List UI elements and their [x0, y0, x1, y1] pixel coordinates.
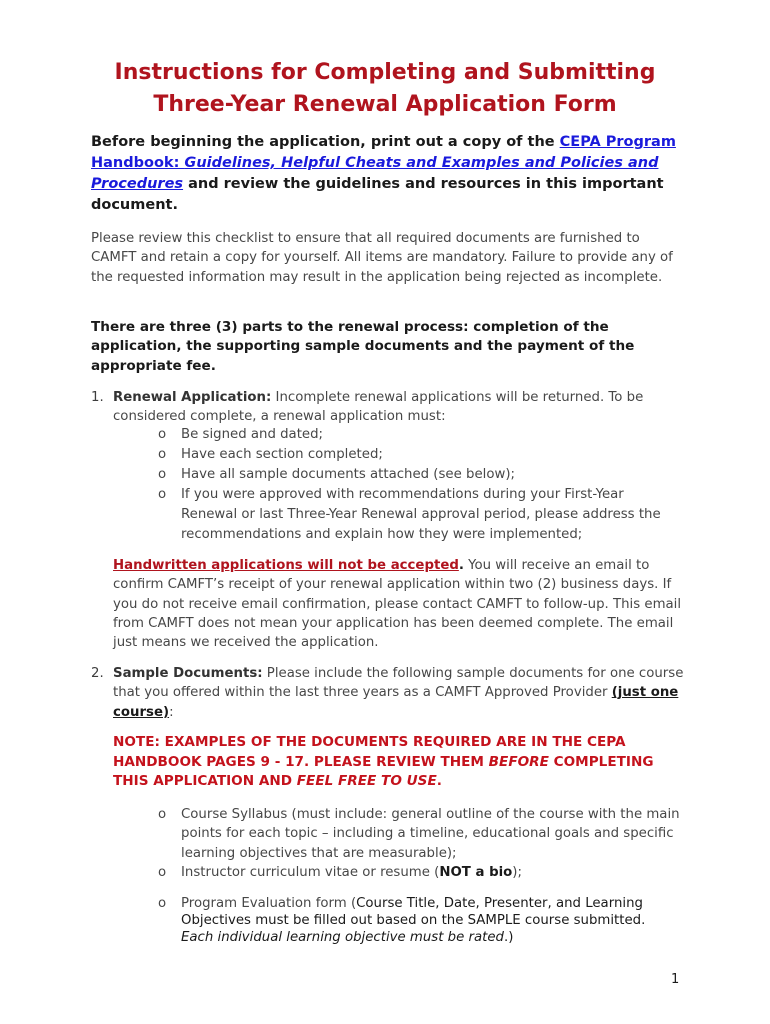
section-2-text: Please include the following sample documents for one course that you offered within the last three years as a CAMFT Approved Provider [113, 666, 684, 701]
bullet-text: Be signed and dated; [181, 427, 324, 442]
note-part-1: NOTE: EXAMPLES OF THE DOCUMENTS REQUIRED ARE IN THE CEPA HANDBOOK PAGES 9 - 17. PLEASE REVIEW THEM [113, 734, 626, 770]
section-1-intro [113, 388, 685, 427]
handwritten-warning: Handwritten applications will not be accepted [113, 558, 459, 573]
syllabus-bullet-text: Course Syllabus (must include: general outline of the course with the main points for each topic – including a timeline, educational goals and specific learning objectives that are measurable); [181, 807, 680, 861]
intro-after-text: and review the guidelines and resources in this important document. [91, 176, 664, 213]
intro-before-text: Before beginning the application, print out a copy of the [91, 134, 560, 150]
note-end: . [436, 773, 442, 789]
list-item [158, 485, 678, 544]
section-2-number: 2. [91, 666, 104, 681]
evaluation-bullet-text [181, 895, 678, 946]
bullet-marker: o [158, 427, 167, 442]
bullet-marker: o [158, 487, 167, 502]
list-item [158, 445, 678, 465]
list-item [158, 895, 678, 946]
bullet-text: Have all sample documents attached (see below); [181, 467, 516, 482]
bullet-marker: o [158, 896, 167, 911]
note-part-2: COMPLETING THIS APPLICATION AND [113, 753, 654, 789]
handwritten-rest: You will receive an email to confirm CAMFT’s receipt of your renewal application within two (2) business days. If you do not receive email confirmation, please contact CAMFT to follow-up. This email from CAMFT does not mean your application has been deemed complete. The email just means we received the application. [113, 558, 682, 651]
bullet-marker: o [158, 467, 167, 482]
note-feel-free: FEEL FREE TO USE [296, 773, 437, 789]
handwritten-paragraph [113, 556, 685, 652]
cv-bullet-text [181, 863, 678, 883]
handbook-link-part-2[interactable]: Guidelines, Helpful Cheats and Examples and Policies and Procedures [91, 155, 659, 192]
page-title-line-2: Three-Year Renewal Application Form [153, 92, 617, 117]
section-2-colon: : [169, 704, 174, 720]
list-item [158, 863, 678, 883]
three-parts-paragraph: There are three (3) parts to the renewal process: completion of the application, the supporting sample documents and the payment of the appropriate fee. [91, 319, 635, 374]
cv-not-bio: NOT a bio [439, 865, 513, 880]
just-one-course: (just one course) [113, 685, 679, 720]
list-item [158, 805, 688, 863]
bullet-marker: o [158, 807, 167, 822]
section-2-label: Sample Documents: [113, 666, 263, 681]
page-number: 1 [671, 972, 680, 987]
note-before: BEFORE [488, 753, 549, 770]
eval-text-d: .) [503, 930, 514, 945]
intro-paragraph [91, 132, 691, 216]
section-1-number: 1. [91, 390, 104, 405]
cv-text-c: ); [512, 865, 522, 880]
list-item [158, 465, 678, 485]
section-1-text: Incomplete renewal applications will be returned. To be considered complete, a renewal application must: [113, 390, 644, 425]
section-2-intro [113, 664, 685, 722]
bullet-text: If you were approved with recommendations during your First-Year Renewal or last Three-Year Renewal approval period, please address the recommendations and explain how they were implemented; [181, 487, 661, 542]
bullet-marker: o [158, 447, 167, 462]
handbook-note [113, 733, 693, 792]
checklist-paragraph: Please review this checklist to ensure that all required documents are furnished to CAMFT and retain a copy for yourself. All items are mandatory. Failure to provide any of the requested information may result in the application being rejected as incomplete. [91, 231, 673, 285]
bullet-text: Have each section completed; [181, 447, 383, 462]
eval-text-c: Each individual learning objective must be rated [181, 930, 504, 945]
eval-text-a: Program Evaluation form ( [181, 896, 357, 911]
section-1-label: Renewal Application: [113, 390, 272, 405]
list-item [158, 425, 678, 445]
eval-text-b: Course Title, Date, Presenter, and Learning Objectives must be filled out based on the SAMPLE course submitted. [181, 896, 646, 928]
cv-text-a: Instructor curriculum vitae or resume ( [181, 865, 440, 880]
handbook-link-part-1[interactable]: CEPA Program Handbook: [91, 134, 676, 171]
bullet-marker: o [158, 865, 167, 880]
page-title-line-1: Instructions for Completing and Submitting [114, 60, 656, 85]
handwritten-period: . [458, 558, 464, 573]
